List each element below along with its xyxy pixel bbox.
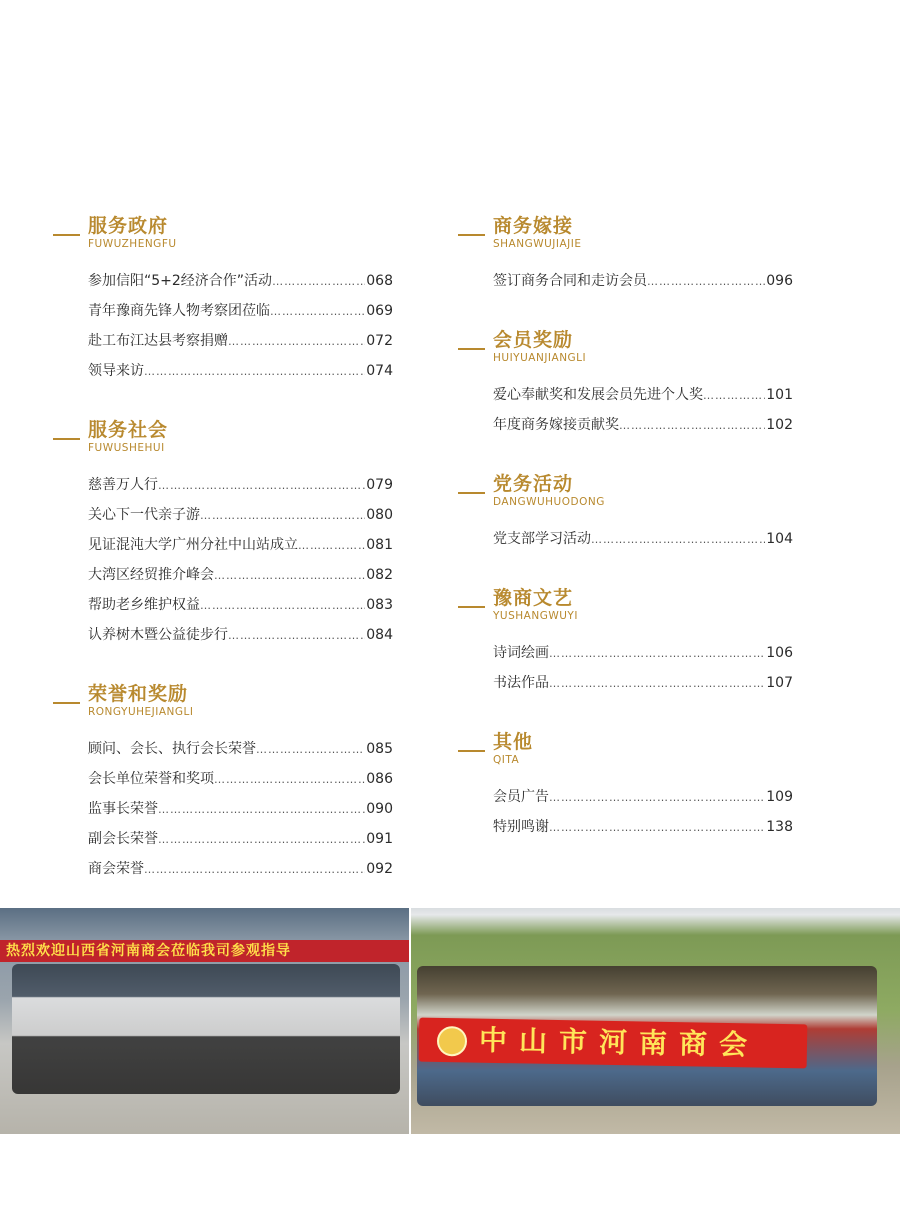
entry-page: 082 xyxy=(366,567,393,583)
section-divider xyxy=(458,750,485,752)
entry-page: 092 xyxy=(366,861,393,877)
entry-title: 见证混沌大学广州分社中山站成立 xyxy=(88,537,298,553)
toc-section-fuwuzhengfu xyxy=(53,212,393,386)
section-pinyin: FUWUZHENGFU xyxy=(88,238,177,250)
entry-page: 085 xyxy=(366,741,393,757)
entry-page: 109 xyxy=(766,789,793,805)
entry-title: 青年豫商先锋人物考察团莅临 xyxy=(88,303,270,319)
section-divider xyxy=(458,606,485,608)
entry-page: 074 xyxy=(366,363,393,379)
entry-title: 顾问、会长、执行会长荣誉 xyxy=(88,741,256,757)
entry-page: 104 xyxy=(766,531,793,547)
toc-entry[interactable] xyxy=(88,764,393,794)
entry-page: 102 xyxy=(766,417,793,433)
toc-entry[interactable] xyxy=(493,812,793,842)
entry-page: 072 xyxy=(366,333,393,349)
entry-page: 084 xyxy=(366,627,393,643)
section-header xyxy=(458,728,793,772)
toc-entry[interactable] xyxy=(88,794,393,824)
entry-page: 068 xyxy=(366,273,393,289)
group-photo-visit xyxy=(0,908,409,1134)
entry-page: 079 xyxy=(366,477,393,493)
welcome-banner-text: 热烈欢迎山西省河南商会莅临我司参观指导 xyxy=(6,943,291,959)
toc-entry[interactable] xyxy=(493,668,793,698)
section-header xyxy=(458,212,793,256)
entry-page: 086 xyxy=(366,771,393,787)
leader-dots xyxy=(214,561,365,591)
toc-entry[interactable] xyxy=(88,470,393,500)
section-header xyxy=(458,584,793,628)
entry-page: 080 xyxy=(366,507,393,523)
leader-dots xyxy=(256,735,365,765)
entry-page: 081 xyxy=(366,537,393,553)
toc-entry[interactable] xyxy=(88,296,393,326)
toc-section-dangwuhuodong xyxy=(458,470,793,554)
entry-title: 帮助老乡维护权益 xyxy=(88,597,200,613)
toc-entry[interactable] xyxy=(88,530,393,560)
leader-dots xyxy=(228,621,365,651)
section-pinyin: FUWUSHEHUI xyxy=(88,442,165,454)
association-banner xyxy=(419,1018,808,1069)
section-header xyxy=(458,470,793,514)
toc-section-fuwushehui xyxy=(53,416,393,650)
toc-entry[interactable] xyxy=(88,734,393,764)
people-group xyxy=(12,964,400,1094)
leader-dots xyxy=(647,267,765,297)
leader-dots xyxy=(158,471,365,501)
entry-title: 认养树木暨公益徒步行 xyxy=(88,627,228,643)
section-title: 商务嫁接 xyxy=(493,215,574,237)
toc-entry[interactable] xyxy=(493,410,793,440)
entry-title: 书法作品 xyxy=(493,675,549,691)
entry-page: 138 xyxy=(766,819,793,835)
leader-dots xyxy=(200,501,365,531)
toc-entry[interactable] xyxy=(88,620,393,650)
leader-dots xyxy=(228,327,365,357)
toc-entry[interactable] xyxy=(88,854,393,884)
section-header xyxy=(53,680,393,724)
section-divider xyxy=(458,348,485,350)
leader-dots xyxy=(549,783,765,813)
toc-entry[interactable] xyxy=(88,500,393,530)
entry-title: 关心下一代亲子游 xyxy=(88,507,200,523)
entry-title: 慈善万人行 xyxy=(88,477,158,493)
toc-entry[interactable] xyxy=(493,638,793,668)
leader-dots xyxy=(200,591,365,621)
leader-dots xyxy=(549,639,765,669)
entry-page: 091 xyxy=(366,831,393,847)
entry-title: 诗词绘画 xyxy=(493,645,549,661)
toc-right-column xyxy=(458,212,793,842)
toc-entry[interactable] xyxy=(493,380,793,410)
section-pinyin: QITA xyxy=(493,754,520,766)
section-divider xyxy=(458,492,485,494)
entry-page: 069 xyxy=(366,303,393,319)
leader-dots xyxy=(549,813,765,843)
leader-dots xyxy=(158,795,365,825)
toc-entry[interactable] xyxy=(493,782,793,812)
section-divider xyxy=(53,702,80,704)
section-title: 服务政府 xyxy=(88,215,169,237)
section-title: 荣誉和奖励 xyxy=(88,683,189,705)
section-header xyxy=(53,212,393,256)
section-pinyin: DANGWUHUODONG xyxy=(493,496,605,508)
entry-title: 党支部学习活动 xyxy=(493,531,591,547)
entry-title: 参加信阳“5+2经济合作”活动 xyxy=(88,273,273,289)
toc-entry[interactable] xyxy=(88,590,393,620)
toc-section-rongyuhejiangli xyxy=(53,680,393,884)
toc-entry[interactable] xyxy=(88,326,393,356)
toc-entry[interactable] xyxy=(493,524,793,554)
section-title: 党务活动 xyxy=(493,473,574,495)
entry-title: 签订商务合同和走访会员 xyxy=(493,273,647,289)
section-title: 服务社会 xyxy=(88,419,169,441)
toc-section-huiyuanjiangli xyxy=(458,326,793,440)
entry-title: 会员广告 xyxy=(493,789,549,805)
leader-dots xyxy=(298,531,365,561)
toc-entry[interactable] xyxy=(88,356,393,386)
entry-title: 领导来访 xyxy=(88,363,144,379)
entry-title: 特别鸣谢 xyxy=(493,819,549,835)
section-divider xyxy=(53,438,80,440)
section-pinyin: YUSHANGWUYI xyxy=(493,610,578,622)
leader-dots xyxy=(619,411,765,441)
entry-title: 商会荣誉 xyxy=(88,861,144,877)
group-photo-donation xyxy=(411,908,900,1134)
entry-page: 083 xyxy=(366,597,393,613)
entry-page: 090 xyxy=(366,801,393,817)
entry-page: 096 xyxy=(766,273,793,289)
leader-dots xyxy=(703,381,765,411)
section-title: 会员奖励 xyxy=(493,329,574,351)
entry-title: 年度商务嫁接贡献奖 xyxy=(493,417,619,433)
leader-dots xyxy=(214,765,365,795)
section-divider xyxy=(53,234,80,236)
section-pinyin: SHANGWUJIAJIE xyxy=(493,238,582,250)
leader-dots xyxy=(144,855,365,885)
section-header xyxy=(53,416,393,460)
section-divider xyxy=(458,234,485,236)
leader-dots xyxy=(272,267,365,297)
leader-dots xyxy=(591,525,765,555)
toc-section-qita xyxy=(458,728,793,842)
leader-dots xyxy=(270,297,365,327)
toc-entry[interactable] xyxy=(88,560,393,590)
toc-section-shangwujiajie xyxy=(458,212,793,296)
association-logo-icon xyxy=(437,1026,468,1057)
toc-entry[interactable] xyxy=(88,266,393,296)
entry-page: 101 xyxy=(766,387,793,403)
entry-title: 副会长荣誉 xyxy=(88,831,158,847)
leader-dots xyxy=(549,669,765,699)
leader-dots xyxy=(144,357,365,387)
toc-left-column xyxy=(53,212,393,884)
leader-dots xyxy=(158,825,365,855)
entry-title: 监事长荣誉 xyxy=(88,801,158,817)
toc-entry[interactable] xyxy=(493,266,793,296)
entry-page: 106 xyxy=(766,645,793,661)
section-title: 豫商文艺 xyxy=(493,587,574,609)
entry-title: 赴工布江达县考察捐赠 xyxy=(88,333,228,349)
section-pinyin: HUIYUANJIANGLI xyxy=(493,352,587,364)
section-header xyxy=(458,326,793,370)
section-title: 其他 xyxy=(493,731,534,753)
welcome-banner xyxy=(0,940,409,962)
entry-title: 会长单位荣誉和奖项 xyxy=(88,771,214,787)
association-banner-text: 中山市河南商会 xyxy=(478,1023,760,1062)
entry-page: 107 xyxy=(766,675,793,691)
toc-section-yushangwuyi xyxy=(458,584,793,698)
entry-title: 大湾区经贸推介峰会 xyxy=(88,567,214,583)
entry-title: 爱心奉献奖和发展会员先进个人奖 xyxy=(493,387,703,403)
section-pinyin: RONGYUHEJIANGLI xyxy=(88,706,194,718)
toc-entry[interactable] xyxy=(88,824,393,854)
